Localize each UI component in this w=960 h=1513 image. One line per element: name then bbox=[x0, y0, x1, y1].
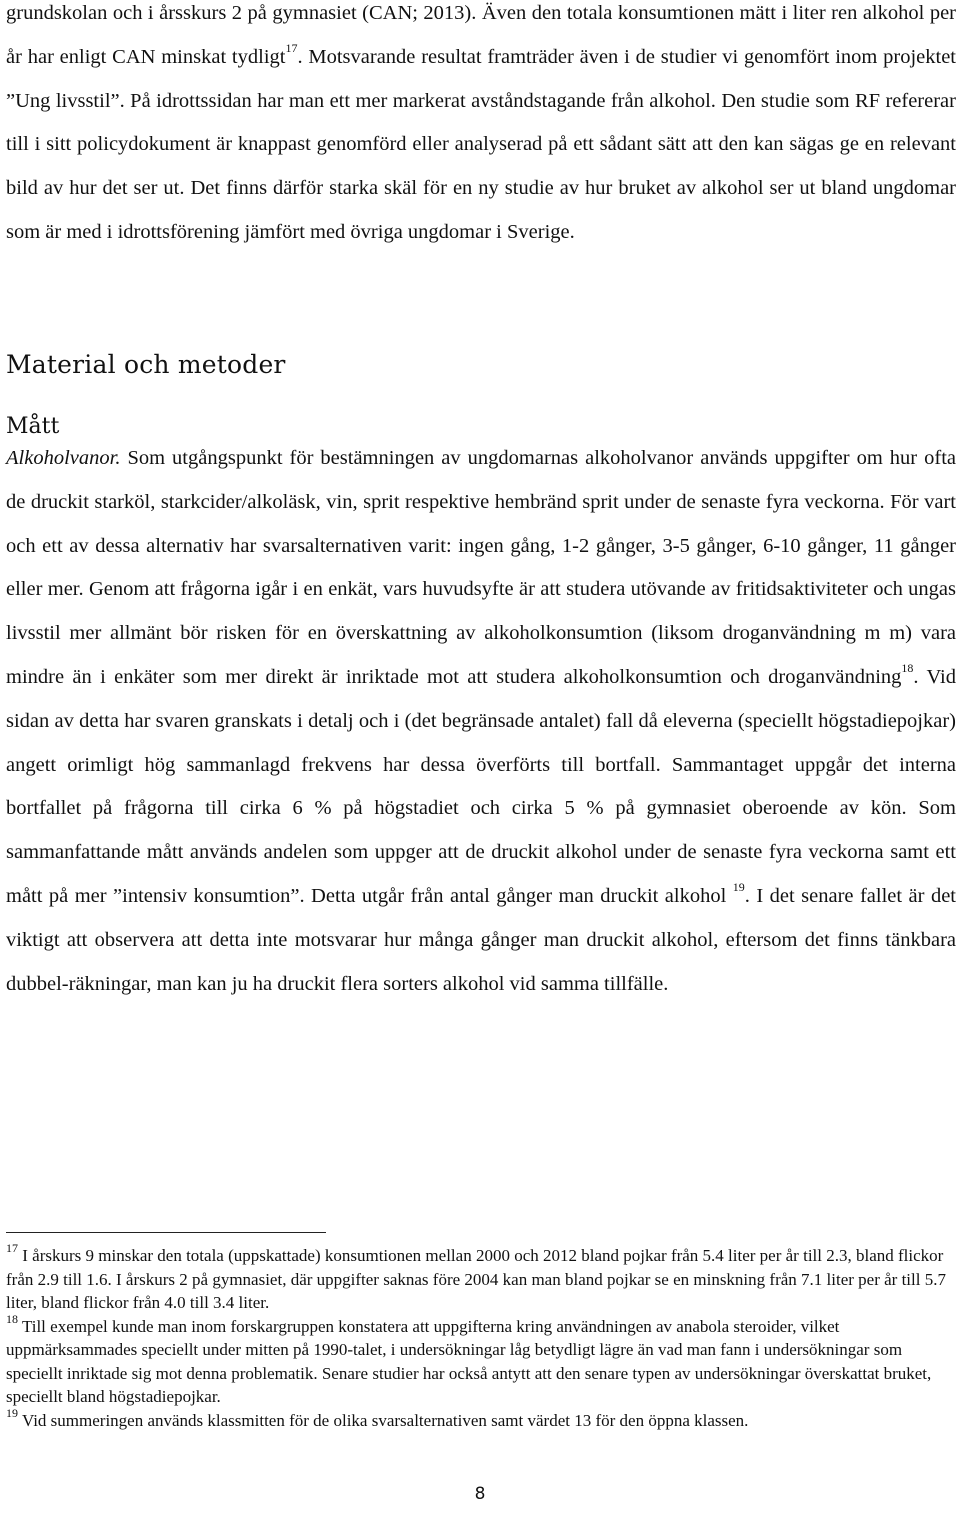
method-text-a: Som utgångspunkt för bestämningen av ungdomarnas alkoholvanor används uppgifter om hur ofta de druckit starköl, starkcider/alkoläsk, vin, sprit respektive hembränd sprit under de senaste fyra veckorna. För vart och ett av dessa alternativ har svarsalternativen varit: ingen gång, 1-2 gånger, 3-5 gånger, 6-10 gånger, 11 gånger eller mer. Genom att frågorna igår i en enkät, vars huvudsyfte är att studera utövande av fritidsaktiviteter och ungas livsstil mer allmänt bör risken för en överskattning av alkoholkonsumtion (liksom droganvändning m m) vara mindre än i enkäter som mer direkt är inriktade mot att studera alkoholkonsumtion och droganvändning bbox=[6, 447, 956, 688]
footnotes-section bbox=[6, 1241, 946, 1432]
method-text-b: . Vid sidan av detta har svaren granskats i detalj och i (det begränsade antalet) fall då eleverna (speciellt högstadiepojkar) angett orimligt hög sammanlagd frekvens har dessa överförts till bortfall. Sammantaget uppgår det interna bortfallet på frågorna till cirka 6 % på högstadiet och cirka 5 % på gymnasiet oberoende av kön. Som sammanfattande mått används andelen som uppger att de druckit alkohol under de senaste fyra veckorna samt ett mått på mer ”intensiv konsumtion”. Detta utgår från antal gånger man druckit alkohol bbox=[6, 665, 956, 907]
intro-paragraph bbox=[6, 0, 956, 255]
section-heading: Material och metoder bbox=[6, 350, 286, 379]
footnote-ref-18[interactable]: 18 bbox=[901, 661, 914, 676]
footnote-number: 17 bbox=[6, 1241, 18, 1256]
intro-text-b: . Motsvarande resultat framträder även i de studier vi genomfört inom projektet ”Ung livsstil”. På idrottssidan har man ett mer markerat avståndstagande från alkohol. Den studie som RF refererar till i sitt policydokument är knappast genomförd eller analyserad på ett sådant sätt att den kan sägas ge en relevant bild av hur det ser ut. Det finns därför starka skäl för en ny studie av hur bruket av alkohol ser ut bland ungdomar som är med i idrottsförening jämfört med övriga ungdomar i Sverige. bbox=[6, 45, 956, 243]
footnote-text: I årskurs 9 minskar den totala (uppskattade) konsumtionen mellan 2000 och 2012 bland pojkar från 5.4 liter per år till 2.3, bland flickor från 2.9 till 1.6. I årskurs 2 på gymnasiet, där uppgifter saknas före 2004 kan man bland pojkar se en minskning från 7.1 liter per år till 5.7 liter, bland flickor från 4.0 till 3.4 liter. bbox=[6, 1246, 946, 1312]
footnote-17 bbox=[6, 1241, 946, 1315]
method-lead: Alkoholvanor. bbox=[6, 447, 121, 469]
footnote-ref-19[interactable]: 19 bbox=[732, 880, 745, 895]
footnote-number: 18 bbox=[6, 1311, 18, 1326]
intro-text-a: grundskolan och i årsskurs 2 på gymnasiet (CAN; 2013). Även den totala konsumtionen mätt i liter ren alkohol per år har enligt CAN minskat tydligt bbox=[6, 2, 956, 68]
footnote-divider bbox=[6, 1232, 326, 1233]
footnote-text: Vid summeringen används klassmitten för de olika svarsalternativen samt värdet 13 för den öppna klassen. bbox=[18, 1410, 749, 1430]
document-page bbox=[6, 0, 956, 1513]
footnote-ref-17[interactable]: 17 bbox=[285, 40, 298, 55]
method-paragraph bbox=[6, 437, 956, 1006]
method-text-c: . I det senare fallet är det viktigt att observera att detta inte motsvarar hur många gånger man druckit alkohol, eftersom det finns tänkbara dubbel-räkningar, man kan ju ha druckit flera sorters alkohol vid samma tillfälle. bbox=[6, 884, 956, 995]
footnote-text: Till exempel kunde man inom forskargruppen konstatera att uppgifterna kring användningen av anabola steroider, vilket uppmärksammades speciellt under mitten på 1990-talet, i undersökningar låg betydligt lägre än vad man fann i undersökningar som speciellt inriktade sig mot denna problematik. Senare studier har också antytt att den senare typen av undersökningar överskattat bruket, speciellt bland högstadiepojkar. bbox=[6, 1316, 932, 1406]
footnote-number: 19 bbox=[6, 1405, 18, 1420]
footnote-18 bbox=[6, 1311, 946, 1409]
subsection-heading: Mått bbox=[6, 414, 60, 439]
footnote-19 bbox=[6, 1405, 946, 1433]
page-number: 8 bbox=[474, 1484, 486, 1504]
